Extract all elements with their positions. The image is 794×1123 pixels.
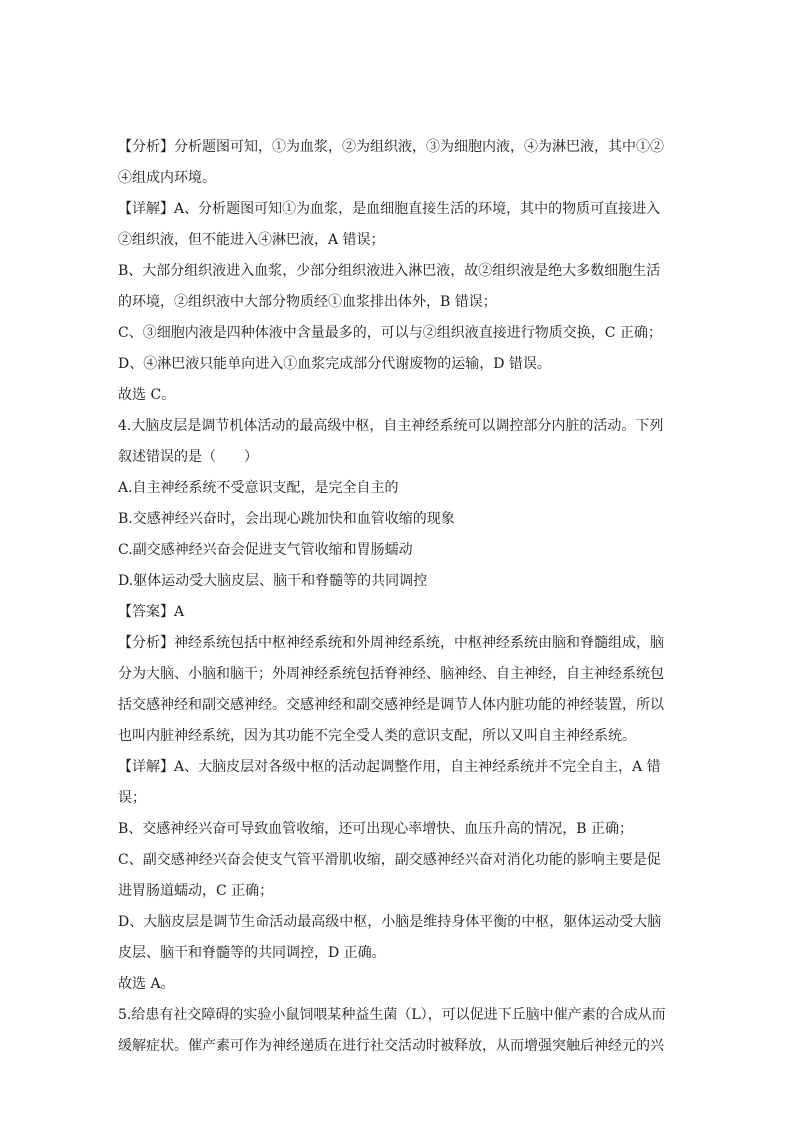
text-line: 【详解】A、大脑皮层对各级中枢的活动起调整作用，自主神经系统并不完全自主，A 错 bbox=[118, 759, 661, 775]
question-stem-line: 缓解症状。催产素可作为神经递质在进行社交活动时被释放，从而增强突触后神经元的兴 bbox=[118, 1038, 664, 1054]
text-line: C、副交感神经兴奋会使支气管平滑肌收缩，副交感神经兴奋对消化功能的影响主要是促 bbox=[118, 852, 661, 868]
question-stem-line: 4.大脑皮层是调节机体活动的最高级中枢，自主神经系统可以调控部分内脏的活动。下列 bbox=[118, 418, 664, 434]
answer-line: 【答案】A bbox=[118, 604, 185, 620]
text-line: 故选 C。 bbox=[118, 387, 176, 403]
text-line: 【详解】A、分析题图可知①为血浆，是血细胞直接生活的环境，其中的物质可直接进入 bbox=[118, 201, 661, 217]
question-stem-line: 叙述错误的是（ ） bbox=[118, 449, 258, 465]
text-line: B、大部分组织液进入血浆，少部分组织液进入淋巴液，故②组织液是绝大多数细胞生活 bbox=[118, 263, 661, 279]
text-line: ②组织液，但不能进入④淋巴液，A 错误； bbox=[118, 232, 385, 248]
option-b: B.交感神经兴奋时，会出现心跳加快和血管收缩的现象 bbox=[118, 511, 455, 527]
option-c: C.副交感神经兴奋会促进支气管收缩和胃肠蠕动 bbox=[118, 542, 413, 558]
text-line: 故选 A。 bbox=[118, 976, 175, 992]
text-line: 括交感神经和副交感神经。交感神经和副交感神经是调节人体内脏功能的神经装置，所以 bbox=[118, 697, 664, 713]
option-a: A.自主神经系统不受意识支配，是完全自主的 bbox=[118, 480, 399, 496]
option-d: D.躯体运动受大脑皮层、脑干和脊髓等的共同调控 bbox=[118, 573, 428, 589]
text-line: 进胃肠道蠕动，C 正确； bbox=[118, 883, 274, 899]
text-line: D、④淋巴液只能单向进入①血浆完成部分代谢废物的运输，D 错误。 bbox=[118, 356, 551, 372]
text-line: 的环境，②组织液中大部分物质经①血浆排出体外，B 错误； bbox=[118, 294, 497, 310]
document-body bbox=[118, 132, 678, 1062]
text-line: B、交感神经兴奋可导致血管收缩，还可出现心率增快、血压升高的情况，B 正确； bbox=[118, 821, 634, 837]
text-line: 【分析】神经系统包括中枢神经系统和外周神经系统，中枢神经系统由脑和脊髓组成，脑 bbox=[118, 635, 664, 651]
question-stem-line: 5.给患有社交障碍的实验小鼠饲喂某种益生菌（L），可以促进下丘脑中催产素的合成从而 bbox=[118, 1007, 666, 1023]
text-line: C、③细胞内液是四种体液中含量最多的，可以与②组织液直接进行物质交换，C 正确； bbox=[118, 325, 662, 341]
text-line: 【分析】分析题图可知，①为血浆，②为组织液，③为细胞内液，④为淋巴液，其中①② bbox=[118, 139, 664, 155]
text-line: D、大脑皮层是调节生命活动最高级中枢，小脑是维持身体平衡的中枢，躯体运动受大脑 bbox=[118, 914, 662, 930]
text-line: 皮层、脑干和脊髓等的共同调控，D 正确。 bbox=[118, 945, 386, 961]
text-line: ④组成内环境。 bbox=[118, 170, 216, 186]
text-line: 误； bbox=[118, 790, 146, 806]
text-line: 分为大脑、小脑和脑干；外周神经系统包括脊神经、脑神经、自主神经，自主神经系统包 bbox=[118, 666, 664, 682]
text-line: 也叫内脏神经系统，因为其功能不完全受人类的意识支配，所以又叫自主神经系统。 bbox=[118, 728, 636, 744]
